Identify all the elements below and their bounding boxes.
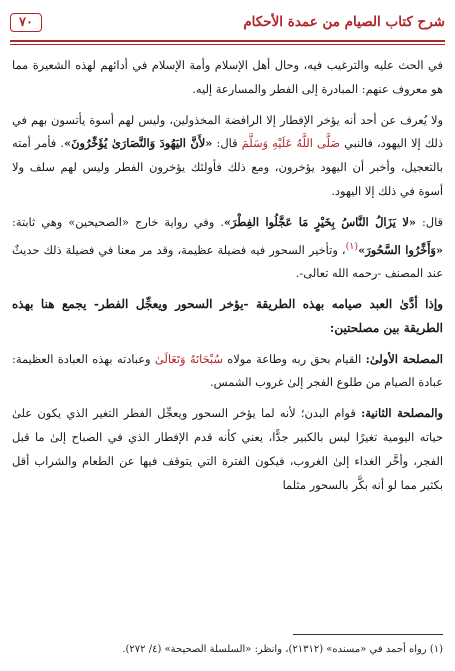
hadith-quote-suhur: «وَأَخِّرُوا السَّحُورَ» (358, 242, 443, 257)
paragraph-5-text-a: القيام بحق ربه وطاعة مولاه (222, 351, 366, 366)
paragraph-6-text: قوام البدن؛ لأنه لما يؤخر السحور ويعجِّل الفطر التغير الذي يكون علىٰ حياته اليومية تغيرًا ليس بالكبير جدًّا، يعني كأنه قدم الإفطار الذي في الصباح إلىٰ ما قبل الفجر، وأخَّر الغداء إلىٰ الغروب، فيكون الفترة التي يتوقف فيها عن الطعام والشراب أقل بكثير مما لو أنه بكَّر بالسحور مثلما (12, 406, 443, 492)
footnote-separator (293, 634, 443, 635)
paragraph-1-text: في الحث عليه والترغيب فيه، وحال أهل الإسلام وأمة الإسلام في أدائهم لهذه الشعيرة مما هو معروف عنهم: المبادرة إلى الفطر والمسارعة إليه. (12, 58, 443, 96)
paragraph-3-text-c: ، وتأخير السحور فيه فضيلة عظيمة، وقد مر معنا في فضيلة ذلك حديثٌ عند المصنف -رحمه الله تعالى-. (12, 242, 443, 281)
body-text (12, 54, 443, 504)
running-title: شرح كتاب الصيام من عمدة الأحكام (243, 14, 445, 30)
paragraph-2-text-b: قال: (212, 136, 242, 151)
paragraph-5-text-b: وعبادته بهذه العبادة العظيمة: عبادة الصيام من طلوع الفجر إلىٰ غروب الشمس. (12, 351, 443, 390)
footnote (12, 641, 443, 659)
paragraph-1 (12, 54, 443, 102)
footnote-text: (١) رواه أحمد في «مسنده» (٢١٣١٢)، وانظر: «السلسلة الصحيحة» (٤/ ٢٧٢). (122, 644, 443, 655)
paragraph-3 (12, 211, 443, 286)
exaltation-phrase: سُبْحَانَهُ وَتَعَالَىٰ (154, 351, 223, 366)
paragraph-3-text-a: قال: (415, 214, 443, 229)
paragraph-6 (12, 402, 443, 497)
paragraph-2 (12, 109, 443, 204)
first-benefit-label: المصلحة الأولىٰ: (365, 351, 443, 366)
paragraph-3-text-b: . وفي رواية خارج «الصحيحين» وهي ثابتة: (12, 214, 224, 229)
second-benefit-label: والمصلحة الثانية: (361, 406, 443, 421)
paragraph-4-bold (12, 293, 443, 341)
paragraph-5 (12, 348, 443, 396)
page-header (10, 6, 445, 38)
hadith-quote-iftar: «لا يَزَالُ النَّاسُ بِخَيْرٍ مَا عَجَّلُوا الفِطْرَ» (223, 214, 416, 229)
header-rule (10, 40, 445, 42)
footnote-marker[interactable]: (١) (345, 240, 359, 252)
page-number: ٧٠ (10, 13, 42, 32)
paragraph-2-text-a: ولا يُعرف عن أحد أنه يؤخر الإفطار إلا الرافضة المخذولين، وليس لهم أسوة يأتسون بهم في ذلك إلا اليهود، فالنبي (12, 112, 443, 151)
hadith-quote-jews: «لأَنَّ اليَهُودَ وَالنَّصَارَىٰ يُؤَخِّرُونَ» (63, 136, 213, 151)
paragraph-4-text: وإذا أدَّىٰ العبد صيامه بهذه الطريقة -يؤخر السحور ويعجِّل الفطر- يجمع هنا بهذه الطريقة بين مصلحتين: (12, 296, 443, 335)
paragraph-2-text-c: . فأمر أمته بالتعجيل، وأخبر أن اليهود يؤخرون، ومع ذلك فأولئك يؤخرون الفطر وليس لهم سلف ولا أسوة في ذلك إلا اليهود. (12, 136, 443, 198)
salawat-phrase: صَلَّى اللَّهُ عَلَيْهِ وَسَلَّمَ (241, 136, 340, 151)
